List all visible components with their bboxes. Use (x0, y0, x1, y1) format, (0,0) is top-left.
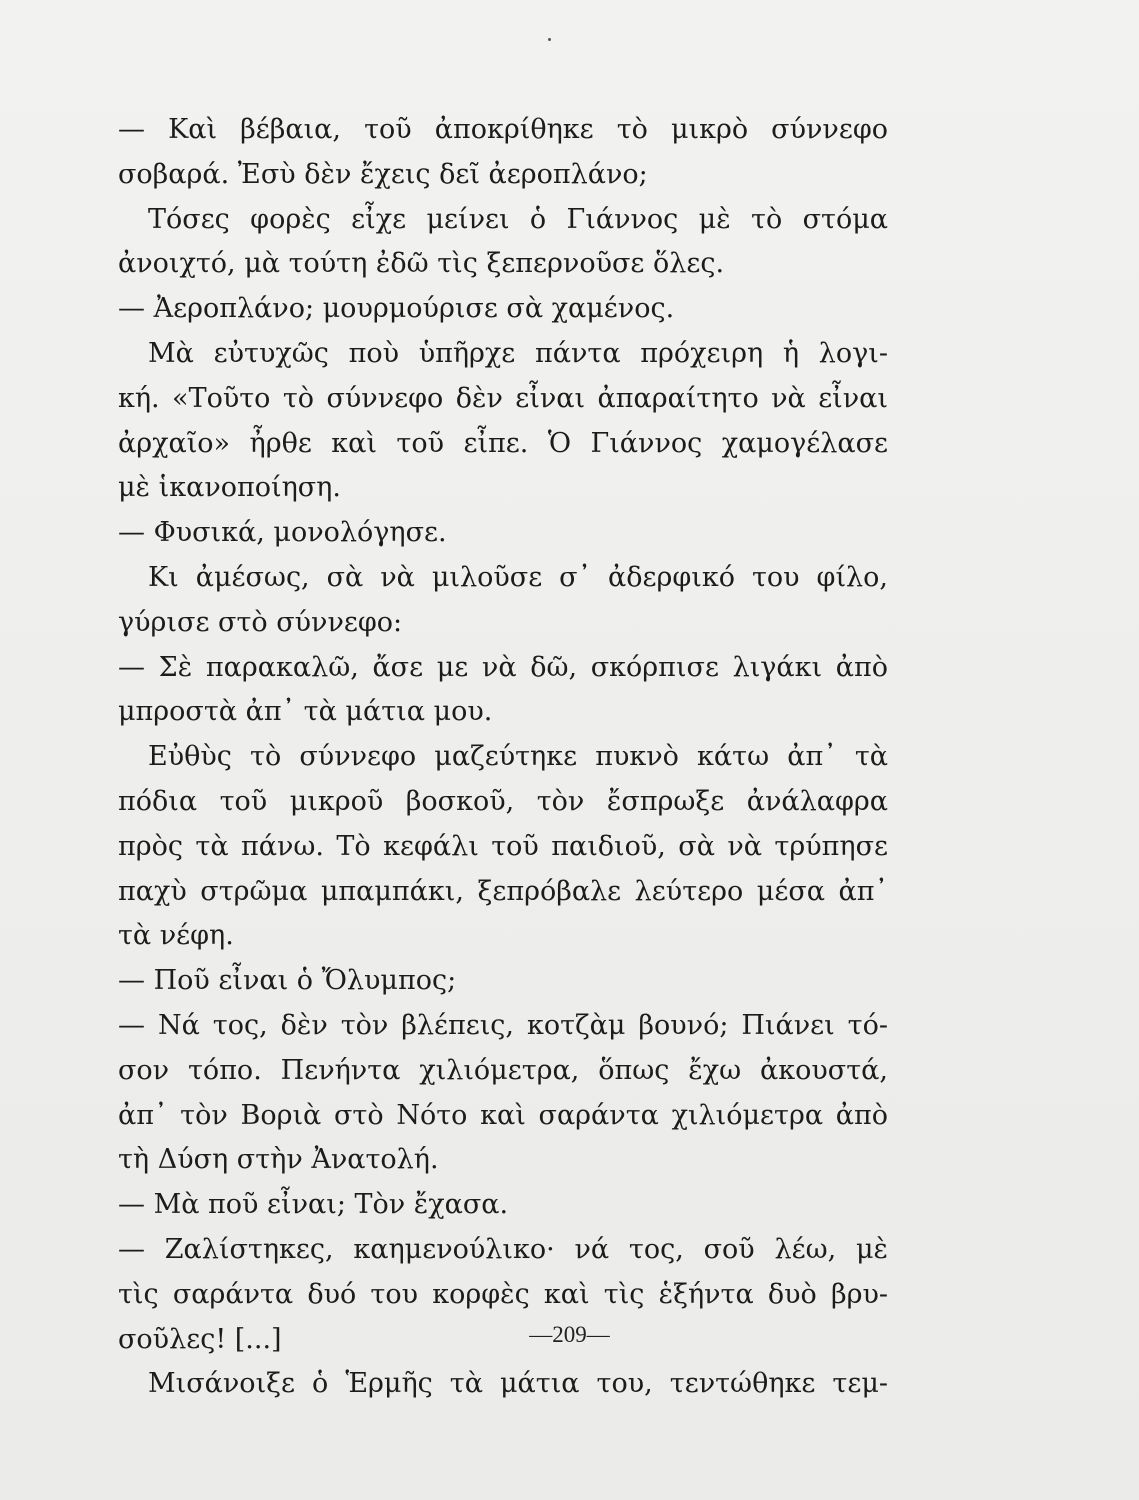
text-line: — Νά τος, δὲν τὸν βλέπεις, κοτζὰμ βουνό; Πιάνει τό- (118, 1009, 888, 1041)
text-line: Εὐθὺς τὸ σύννεφο μαζεύτηκε πυκνὸ κάτω ἀπ᾽ τὰ (148, 741, 888, 773)
text-line: κή. «Τοῦτο τὸ σύννεφο δὲν εἶναι ἀπαραίτητο νὰ εἶναι (118, 382, 888, 414)
text-line: — Μὰ ποῦ εἶναι; Τὸν ἔχασα. (118, 1189, 509, 1221)
text-line: σον τόπο. Πενήντα χιλιόμετρα, ὅπως ἔχω ἀκουστά, (118, 1054, 888, 1086)
body-text (118, 108, 888, 1407)
text-line: — Φυσικά, μονολόγησε. (118, 517, 447, 549)
text-line: τὶς σαράντα δυό του κορφὲς καὶ τὶς ἑξήντα δυὸ βρυ- (118, 1278, 888, 1310)
text-line: Μὰ εὐτυχῶς ποὺ ὑπῆρχε πάντα πρόχειρη ἡ λογι- (148, 337, 888, 369)
text-line: Τόσες φορὲς εἶχε μείνει ὁ Γιάννος μὲ τὸ στόμα (148, 203, 888, 235)
text-line: — Ἀεροπλάνο; μουρμούρισε σὰ χαμένος. (118, 293, 675, 325)
text-line: — Ποῦ εἶναι ὁ Ὄλυμπος; (118, 965, 457, 997)
text-line: τὰ νέφη. (118, 920, 234, 952)
page-number: —209— (529, 1322, 610, 1347)
text-line: πρὸς τὰ πάνω. Τὸ κεφάλι τοῦ παιδιοῦ, σὰ νὰ τρύπησε (118, 830, 888, 862)
text-line: ἀπ᾽ τὸν Βοριὰ στὸ Νότο καὶ σαράντα χιλιόμετρα ἀπὸ (118, 1099, 888, 1131)
text-line: ἀρχαῖο» ἦρθε καὶ τοῦ εἶπε. Ὁ Γιάννος χαμογέλασε (118, 427, 888, 459)
text-line: Κι ἀμέσως, σὰ νὰ μιλοῦσε σ᾽ ἀδερφικό του φίλο, (148, 561, 888, 593)
text-line: πόδια τοῦ μικροῦ βοσκοῦ, τὸν ἔσπρωξε ἀνάλαφρα (118, 785, 888, 817)
text-line: — Ζαλίστηκες, καημενούλικο· νά τος, σοῦ λέω, μὲ (118, 1233, 888, 1265)
text-line: Μισάνοιξε ὁ Ἑρμῆς τὰ μάτια του, τεντώθηκε τεμ- (148, 1368, 888, 1400)
text-line: μὲ ἱκανοποίηση. (118, 472, 341, 504)
text-line: γύρισε στὸ σύννεφο: (118, 606, 403, 638)
text-line: — Καὶ βέβαια, τοῦ ἀποκρίθηκε τὸ μικρὸ σύννεφο (118, 114, 888, 145)
text-line: σοῦλες! [...] (118, 1323, 282, 1355)
text-line: μπροστὰ ἀπ᾽ τὰ μάτια μου. (118, 696, 493, 728)
text-line: ἀνοιχτό, μὰ τούτη ἐδῶ τὶς ξεπερνοῦσε ὅλες. (118, 248, 725, 280)
text-line: — Σὲ παρακαλῶ, ἄσε με νὰ δῶ, σκόρπισε λιγάκι ἀπὸ (118, 651, 888, 683)
text-line: τὴ Δύση στὴν Ἀνατολή. (118, 1144, 439, 1176)
text-line: σοβαρά. Ἐσὺ δὲν ἔχεις δεῖ ἀεροπλάνο; (118, 158, 648, 190)
text-line: παχὺ στρῶμα μπαμπάκι, ξεπρόβαλε λεύτερο μέσα ἀπ᾽ (118, 875, 888, 907)
ink-speck (548, 38, 551, 41)
